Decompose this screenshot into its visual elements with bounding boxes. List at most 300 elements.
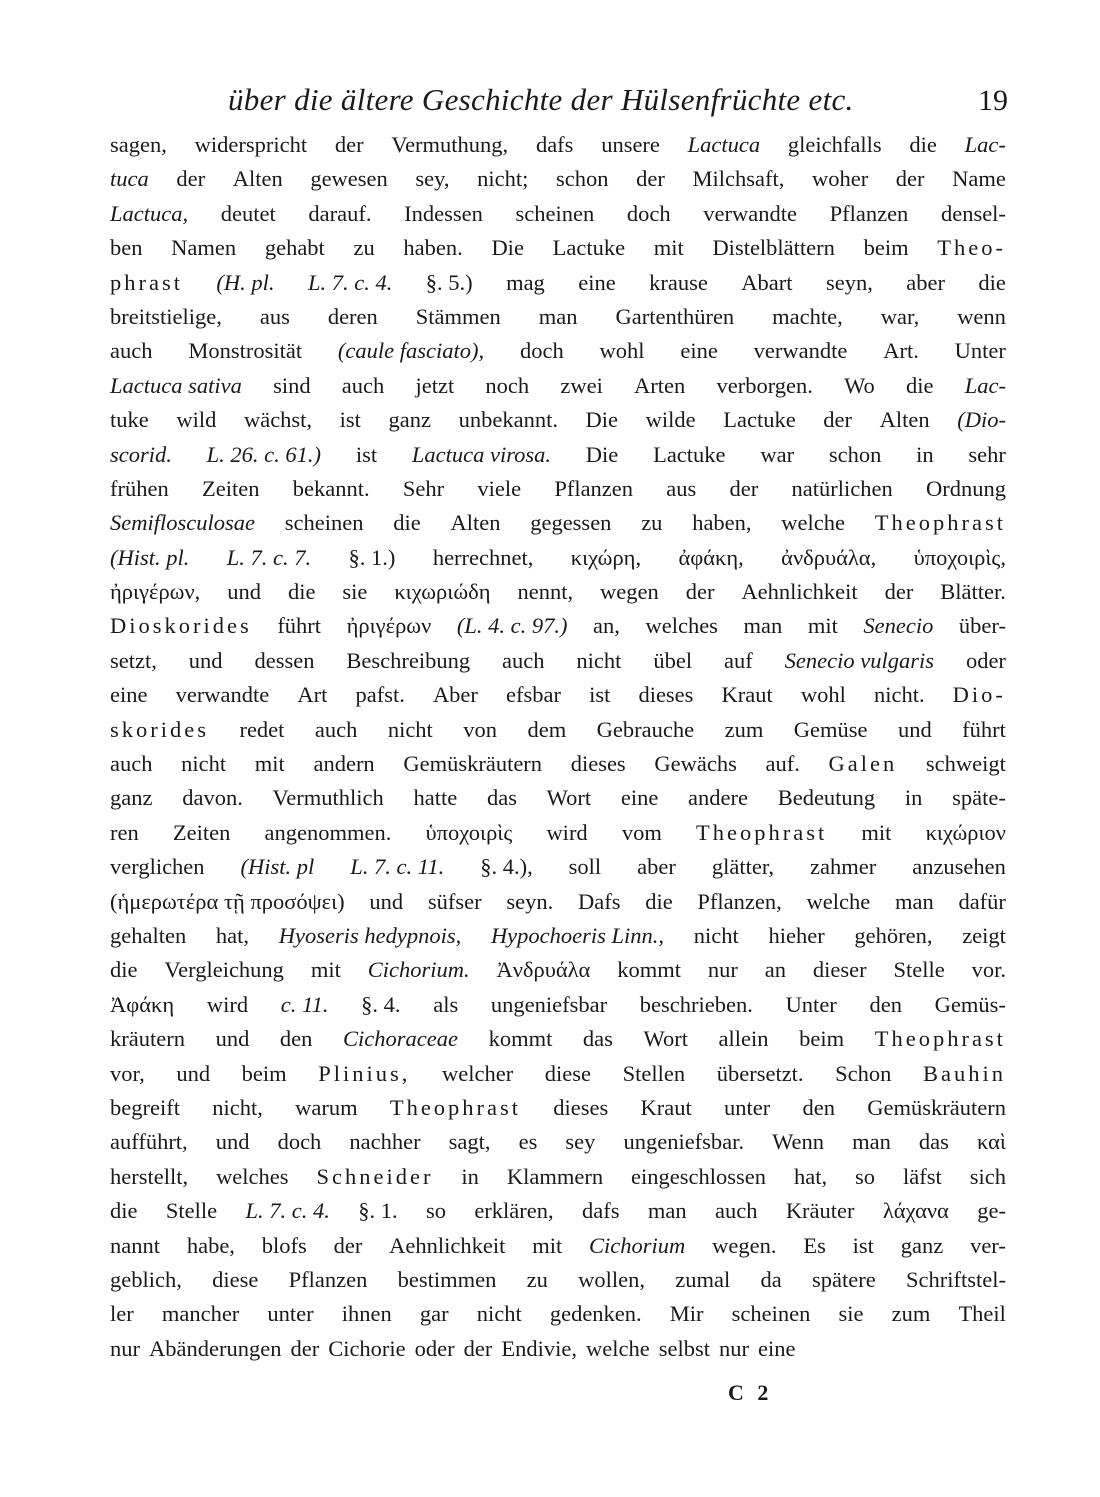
word: ist [339,407,361,433]
word: Lactuke [552,235,626,261]
word: der [729,475,759,501]
word: glätter, [711,854,775,880]
word: Vermuthung, [391,132,509,157]
word: und [215,1129,250,1155]
word: war, [880,303,920,329]
word: hat, [215,922,250,948]
word: krause [649,269,708,295]
word: ist [589,682,611,708]
word: deren [327,303,378,329]
word: das [918,1129,949,1155]
word: nicht [387,716,433,742]
word: ren [110,819,139,845]
word: nur [110,1335,140,1361]
word: Plinius, [318,1060,411,1086]
word: auch [502,647,545,673]
word: Gemüskräutern [403,751,543,777]
word: der [895,166,925,192]
word: c. 11. [280,991,329,1017]
word: Gewächs [654,751,737,777]
text-line [110,1229,1006,1263]
word: aus [259,303,290,329]
word: κιχώρη, [570,544,642,570]
word: nicht [476,1301,522,1327]
word: verwandte [175,682,270,708]
word: die [393,510,421,536]
word: eine [620,785,659,811]
word: sehr [968,441,1006,467]
word: man [743,613,783,639]
word: die [978,269,1006,295]
word: nicht; [477,166,529,192]
word: Semiflosculosae [110,510,255,536]
word: der [884,579,914,605]
word: zeigt [962,922,1006,948]
word: Theophrast [874,510,1006,536]
word: nachher [349,1129,421,1155]
word: aber [906,269,945,295]
word: Sehr [402,475,445,501]
word: war [760,441,795,467]
word: davon. [182,785,243,811]
word: verwandte [753,338,848,364]
word: so [855,1163,876,1189]
word: zu [526,1266,548,1292]
word: sie [342,579,368,605]
word: ver- [970,1232,1006,1258]
word: nicht. [873,682,925,708]
word: L. 7. c. 11. [350,854,445,880]
word: bestimmen [397,1266,497,1292]
word: (Hist. pl [240,854,315,880]
word: Abart [741,269,793,295]
word: Lactuca [687,132,761,157]
word: Beschreibung [346,647,471,673]
word: Cichorie [328,1335,406,1361]
word: ganz [388,407,431,433]
word: doch [519,338,564,364]
word: ungeniefsbar [490,991,608,1017]
word: der [463,1335,493,1361]
word: Die [585,407,619,433]
word: über- [958,613,1006,639]
word: Hyoseris hedypnois, [278,922,462,948]
word: ὑποχοιρὶς, [913,544,1006,570]
word: deutet [220,200,276,226]
body-text [110,128,1006,1366]
word: Kraut [721,682,773,708]
word: erklären, [474,1198,554,1224]
word: L. 26. c. 61.) [206,441,322,467]
word: ist [852,1232,874,1258]
word: Aehnlichkeit [389,1232,506,1258]
word: selbst [658,1335,710,1361]
word: warum [295,1094,358,1120]
word: Gebrauche [596,716,695,742]
word: herrechnet, [432,544,534,570]
word: und [188,647,223,673]
word: von [463,716,498,742]
word: wegen. [712,1232,777,1258]
word: sich [969,1163,1006,1189]
text-line [110,747,1006,781]
text-line [110,1263,1006,1297]
word: oder [965,647,1006,673]
word: als [433,991,459,1017]
word: Gemüs- [934,991,1006,1017]
word: es [518,1129,538,1155]
word: gedenken. [549,1301,642,1327]
word: (H. pl. [216,269,275,295]
word: mit [254,751,285,777]
word: welches [216,1163,289,1189]
word: den [869,991,902,1017]
word: Gemüse [793,716,868,742]
word: Klammern [506,1163,604,1189]
word: wird [546,819,588,845]
text-line [110,1332,1006,1366]
signature-mark: C 2 [728,1380,773,1405]
word: §. 5.) [425,269,473,295]
word: scorid. [110,441,172,467]
word: ganz [900,1232,944,1258]
word: der [823,407,853,433]
word: übersetzt. [716,1060,804,1086]
word: Theophrast [389,1094,522,1120]
word: Galen [828,751,898,777]
word: gehabt [264,235,325,261]
text-line [110,266,1006,300]
text-line [110,231,1006,265]
word: welche [586,1335,650,1361]
word: soll [568,854,602,880]
word: Art. [883,338,919,364]
word: ler [110,1301,134,1327]
word: anzusehen [912,854,1006,880]
word: welches [645,613,718,639]
word: man [894,888,934,914]
word: man [647,1198,687,1224]
word: Stelle [165,1198,218,1224]
word: die [645,888,673,914]
word: die [110,957,138,983]
word: und [369,888,404,914]
word: aus [666,475,697,501]
word: wohl [599,338,645,364]
word: κιχώριον [925,819,1006,845]
word: eingeschlossen [631,1163,767,1189]
word: Unter [954,338,1006,364]
word: beim [799,1026,845,1052]
word: diese [544,1060,592,1086]
word: zu [353,235,375,261]
word: Gartenthüren [615,303,735,329]
word: Indessen [404,200,483,226]
word: eine [578,269,616,295]
word: wird [206,991,249,1017]
word: die [287,579,316,605]
word: Schneider [316,1163,434,1189]
running-title: über die ältere Geschichte der Hülsenfrüchte etc. [228,82,854,117]
word: und [176,1060,211,1086]
word: Lac- [964,132,1006,157]
word: oder [414,1335,455,1361]
word: Stelle [893,957,945,983]
word: Es [803,1232,826,1258]
word: sagt, [448,1129,491,1155]
word: das [486,785,517,811]
word: herstellt, [110,1163,189,1189]
word: führt [962,716,1006,742]
word: Lactuca virosa. [411,441,552,467]
word: Schriftstel- [906,1266,1006,1292]
word: hieher [768,922,825,948]
text-line [110,678,1006,712]
text-line [110,541,1006,575]
text-line [110,781,1006,815]
word: ἠριγέρων, [110,579,201,605]
word: seyn, [825,269,873,295]
word: Mir [669,1301,704,1327]
word: zahmer [810,854,877,880]
text-line [110,369,1006,403]
word: skorides [110,716,209,742]
word: ben [110,235,143,261]
text-line [110,128,1006,162]
word: auf. [765,751,800,777]
word: Kräuter [785,1198,855,1224]
word: Cichoraceae [343,1026,458,1052]
word: ganz [110,785,153,811]
word: mit [532,1232,563,1258]
word: Senecio vulgaris [784,647,935,673]
word: eine [680,338,718,364]
word: späte- [952,785,1006,811]
text-line [110,885,1006,919]
word: gleichfalls [787,132,882,157]
text-line [110,506,1006,540]
text-line [110,850,1006,884]
word: der [176,166,206,192]
word: wild [176,407,217,433]
text-line [110,1297,1006,1331]
word: auch [110,338,153,364]
text-line [110,988,1006,1022]
word: wenn [957,303,1006,329]
word: §. 1.) [348,544,396,570]
word: (L. 4. c. 97.) [456,613,568,639]
word: Bauhin [923,1060,1006,1086]
word: auch [341,372,385,398]
word: doch [626,200,671,226]
word: dafs [582,1198,620,1224]
word: kommt [488,1026,553,1052]
word: ἀνδρυάλα, [781,544,877,570]
text-line [110,1091,1006,1125]
word: begreift [110,1094,180,1120]
word: verglichen [110,854,205,880]
word: man [852,1129,891,1155]
word: sey [565,1129,596,1155]
word: scheinen [731,1301,811,1327]
word: Bedeutung [777,785,876,811]
word: gegessen [530,510,612,536]
word: auch [314,716,358,742]
word: wollen, [578,1266,645,1292]
word: andere [688,785,748,811]
word: wilde [645,407,696,433]
word: Cichorium. [367,957,470,983]
word: gewesen [310,166,388,192]
word: Wort [643,1026,688,1052]
word: Theophrast [874,1026,1006,1052]
word: L. 7. c. 7. [226,544,312,570]
text-line [110,609,1006,643]
word: welche [781,510,846,536]
word: sagen, [110,132,167,157]
word: Zeiten [201,475,260,501]
word: schon [556,166,609,192]
text-line [110,953,1006,987]
word: Cichorium [589,1232,686,1258]
word: die [909,132,937,157]
word: in [904,785,923,811]
word: dessen [254,647,315,673]
word: Hypochoeris Linn., [490,922,665,948]
word: diese [212,1266,259,1292]
word: der [334,132,364,157]
word: machte, [772,303,843,329]
word: zwei [560,372,603,398]
word: §. 4.), [480,854,533,880]
word: das [582,1026,613,1052]
text-line [110,300,1006,334]
word: dieses [638,682,694,708]
word: Wort [546,785,592,811]
word: unbekannt. [458,407,558,433]
word: mit [807,613,838,639]
text-line [110,1125,1006,1159]
word: unter [267,1301,314,1327]
word: welche [806,888,871,914]
word: man [538,303,578,329]
word: habe, [186,1232,235,1258]
word: Alten [450,510,501,536]
word: ἀφάκη, [678,544,744,570]
word: seyn. [506,888,554,914]
word: zu [641,510,663,536]
word: beim [863,235,909,261]
word: dafs [535,132,574,157]
word: Art [297,682,328,708]
word: geblich, [110,1266,182,1292]
word: führt [277,613,322,639]
word: an, [593,613,620,639]
word: verborgen. [716,372,813,398]
word: Pflanzen [829,200,909,226]
word: Theil [958,1301,1006,1327]
word: verwandte [703,200,797,226]
word: nannt [110,1232,160,1258]
text-line [110,197,1006,231]
word: noch [485,372,530,398]
word: nicht [693,922,739,948]
word: Aber [432,682,478,708]
word: vor, [110,1060,145,1086]
word: frühen [110,475,169,501]
word: Lactuke [723,407,796,433]
text-line [110,162,1006,196]
word: mit [653,235,684,261]
word: sey, [415,166,450,192]
word: nicht [576,647,622,673]
word: ἠριγέρων [346,613,432,639]
word: nur [718,1335,749,1361]
word: Lactuke [653,441,726,467]
text-line [110,472,1006,506]
word: (caule fasciato), [337,338,485,364]
word: und [897,716,932,742]
word: Stellen [622,1060,686,1086]
word: λάχανα [882,1198,949,1224]
word: auf [724,647,753,673]
word: und [227,579,261,605]
word: (Dio- [957,407,1006,433]
word: läfst [903,1163,942,1189]
word: phrast [110,269,183,295]
word: haben, [692,510,752,536]
text-line [110,644,1006,678]
word: gar [419,1301,449,1327]
word: ist [355,441,378,467]
word: vor. [971,957,1006,983]
word: auch [714,1198,758,1224]
word: καὶ [976,1129,1006,1155]
word: mit [861,819,892,845]
word: jetzt [415,372,455,398]
word: zum [891,1301,931,1327]
word: unter [724,1094,771,1120]
word: aufführt, [110,1129,188,1155]
word: Blätter. [940,579,1006,605]
word: eine [110,682,148,708]
word: Dioskorides [110,613,252,639]
word: Unter [785,991,837,1017]
word: dafür [958,888,1006,914]
word: die [906,372,934,398]
word: mag [506,269,545,295]
word: beschrieben. [639,991,753,1017]
word: κιχωριώδη [394,579,491,605]
word: redet [239,716,285,742]
text-line [110,713,1006,747]
word: ὑποχοιρὶς [425,819,513,845]
word: Milchsaft, [692,166,785,192]
word: der [333,1232,363,1258]
word: Pflanzen, [697,888,782,914]
word: natürlichen [791,475,893,501]
word: sind [273,372,311,398]
text-line [110,575,1006,609]
word: beim [241,1060,287,1086]
word: gehören, [854,922,933,948]
word: nennt, [517,579,574,605]
word: Aehnlichkeit [741,579,858,605]
word: doch [277,1129,322,1155]
word: §. 1. [358,1198,398,1224]
word: schweigt [925,751,1006,777]
word: Name [952,166,1006,192]
